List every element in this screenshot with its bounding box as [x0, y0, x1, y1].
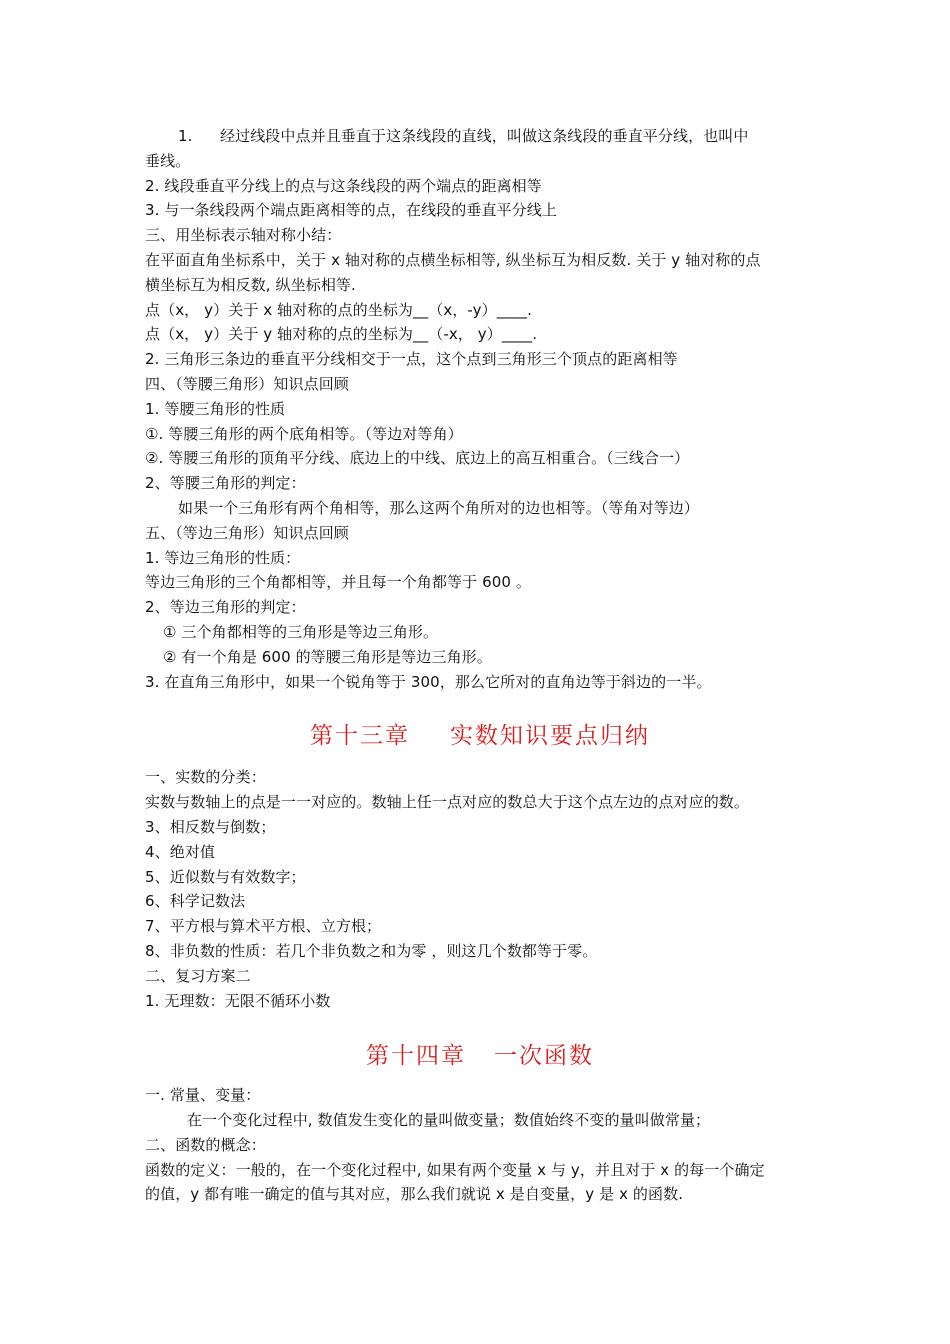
section-heading: 五、（等边三角形）知识点回顾 — [145, 523, 349, 542]
chapter-number: 第十四章 — [366, 1043, 466, 1070]
text-line: ① 三个角都相等的三角形是等边三角形。 — [163, 622, 439, 641]
text-line: 7、平方根与算术平方根、立方根； — [145, 917, 382, 936]
text-line: 2. 三角形三条边的垂直平分线相交于一点，这个点到三角形三个顶点的距离相等 — [145, 350, 678, 369]
chapter-number: 第十三章 — [310, 723, 410, 750]
text-line: 1. 等腰三角形的性质 — [145, 399, 286, 418]
document-content — [145, 124, 815, 1207]
text-line: 的值，y 都有唯一确定的值与其对应，那么我们就说 x 是自变量，y 是 x 的函数. — [145, 1185, 684, 1204]
text-line: 在平面直角坐标系中，关于 x 轴对称的点横坐标相等, 纵坐标互为相反数. 关于 y 轴对称的点 — [145, 250, 761, 269]
text-line: 2、等边三角形的判定： — [145, 598, 306, 617]
text-line: ②. 等腰三角形的顶角平分线、底边上的中线、底边上的高互相重合。（三线合一） — [145, 449, 690, 468]
text-line: 4、绝对值 — [145, 842, 216, 861]
item-text: 经过线段中点并且垂直于这条线段的直线，叫做这条线段的垂直平分线，也叫中 — [220, 127, 749, 145]
text-line: 3. 与一条线段两个端点距离相等的点，在线段的垂直平分线上 — [145, 201, 557, 220]
section-heading: 二、函数的概念： — [145, 1135, 266, 1154]
text-line: 函数的定义：一般的，在一个变化过程中, 如果有两个变量 x 与 y，并且对于 x 的每一个确定 — [145, 1160, 765, 1179]
section-heading: 一. 常量、变量： — [145, 1086, 261, 1105]
text-line: 3、相反数与倒数； — [145, 817, 276, 836]
text-line: 1. 等边三角形的性质： — [145, 548, 301, 567]
text-line: 点（x， y）关于 y 轴对称的点的坐标为__（-x， y）____. — [145, 325, 538, 344]
chapter-13-title — [145, 719, 815, 753]
text-line: ② 有一个角是 600 的等腰三角形是等边三角形。 — [163, 647, 492, 666]
chapter-14-title — [145, 1039, 815, 1073]
text-line: 3. 在直角三角形中，如果一个锐角等于 300，那么它所对的直角边等于斜边的一半。 — [145, 672, 712, 691]
text-line: 实数与数轴上的点是一一对应的。数轴上任一点对应的数总大于这个点左边的点对应的数。 — [145, 793, 750, 812]
text-line: 2. 线段垂直平分线上的点与这条线段的两个端点的距离相等 — [145, 176, 542, 195]
chapter-name: 一次函数 — [494, 1043, 594, 1070]
text-line: 1. 无理数：无限不循环小数 — [145, 991, 331, 1010]
section-heading: 二、复习方案二 — [145, 966, 251, 985]
text-line: 2、等腰三角形的判定： — [145, 474, 306, 493]
section-heading: 一、实数的分类： — [145, 768, 266, 787]
text-line: 8、非负数的性质：若几个非负数之和为零 ，则这几个数都等于零。 — [145, 941, 598, 960]
section-heading: 三、用坐标表示轴对称小结： — [145, 226, 342, 245]
section-heading: 四、（等腰三角形）知识点回顾 — [145, 374, 349, 393]
chapter-name: 实数知识要点归纳 — [450, 723, 650, 750]
item-number: 1. — [178, 127, 193, 145]
text-line: 垂线。 — [145, 151, 191, 170]
text-line: 等边三角形的三个角都相等，并且每一个角都等于 600 。 — [145, 573, 531, 592]
text-line — [145, 124, 815, 149]
text-line: 横坐标互为相反数, 纵坐标相等. — [145, 275, 356, 294]
text-line: 点（x， y）关于 x 轴对称的点的坐标为__（x，-y）____. — [145, 300, 533, 319]
text-line: 如果一个三角形有两个角相等，那么这两个角所对的边也相等。（等角对等边） — [178, 498, 700, 517]
text-line: ①. 等腰三角形的两个底角相等。（等边对等角） — [145, 424, 463, 443]
text-line: 6、科学记数法 — [145, 892, 246, 911]
text-line: 5、近似数与有效数字； — [145, 867, 306, 886]
text-line: 在一个变化过程中, 数值发生变化的量叫做变量；数值始终不变的量叫做常量； — [187, 1111, 711, 1130]
